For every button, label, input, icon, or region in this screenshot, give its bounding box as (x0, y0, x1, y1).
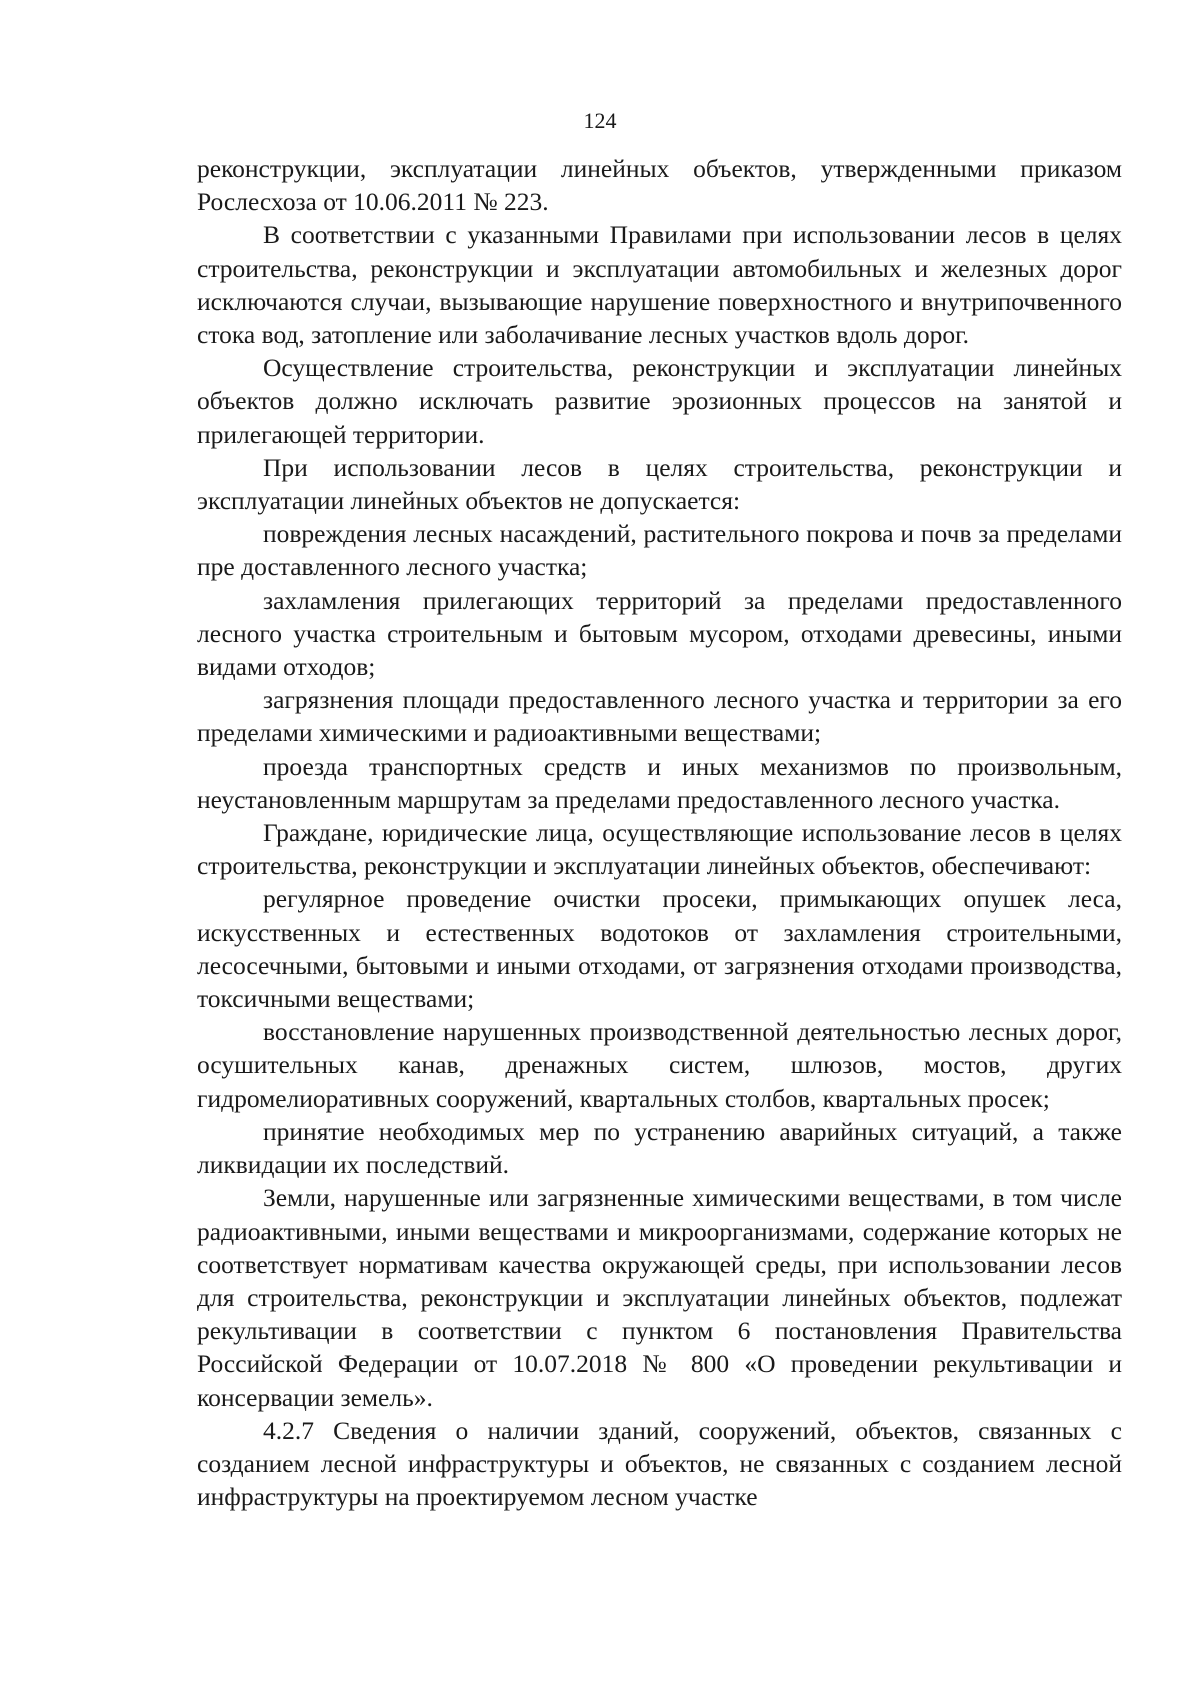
paragraph: проезда транспортных средств и иных механизмов по произвольным, неустановленным маршрутам за пределами предоставленного лесного участка. (197, 751, 1122, 814)
paragraph: повреждения лесных насаждений, растительного покрова и почв за пределами пре доставленного лесного участка; (197, 519, 1122, 582)
paragraph: регулярное проведение очистки просеки, примыкающих опушек леса, искусственных и естественных водотоков от захламления строительными, лесосечными, бытовыми и иными отходами, от загрязнения отходами производства, токсичными веществами; (197, 884, 1122, 1014)
paragraph: В соответствии с указанными Правилами при использовании лесов в целях строительства, реконструкции и эксплуатации автомобильных и железных дорог исключаются случаи, вызывающие нарушение поверхностного и внутрипочвенного стока вод, затопление или заболачивание лесных участков вдоль дорог. (197, 220, 1122, 350)
paragraph: восстановление нарушенных производственной деятельностью лесных дорог, осушительных канав, дренажных систем, шлюзов, мостов, других гидромелиоративных сооружений, квартальных столбов, квартальных просек; (197, 1017, 1122, 1113)
paragraph: При использовании лесов в целях строительства, реконструкции и эксплуатации линейных объектов не допускается: (197, 452, 1122, 516)
paragraph: загрязнения площади предоставленного лесного участка и территории за его пределами химическими и радиоактивными веществами; (197, 685, 1122, 748)
page-number: 124 (583, 108, 617, 133)
paragraph: Земли, нарушенные или загрязненные химическими веществами, в том числе радиоактивными, иными веществами и микроорганизмами, содержание которых не соответствует нормативам качества окружающей среды, при использовании лесов для строительства, реконструкции и эксплуатации линейных объектов, подлежат рекультивации в соответствии с пунктом 6 постановления Правительства Российской Федерации от 10.07.2018 № 800 «О проведении рекультивации и консервации земель». (197, 1183, 1122, 1412)
paragraph: Осуществление строительства, реконструкции и эксплуатации линейных объектов должно исключать развитие эрозионных процессов на занятой и прилегающей территории. (197, 353, 1122, 449)
body-text (197, 152, 1122, 1513)
paragraph: 4.2.7 Сведения о наличии зданий, сооружений, объектов, связанных с созданием лесной инфраструктуры и объектов, не связанных с созданием лесной инфраструктуры на проектируемом лесном участке (197, 1415, 1122, 1512)
paragraph: захламления прилегающих территорий за пределами предоставленного лесного участка строительным и бытовым мусором, отходами древесины, иными видами отходов; (197, 585, 1122, 682)
paragraph: Граждане, юридические лица, осуществляющие использование лесов в целях строительства, реконструкции и эксплуатации линейных объектов, обеспечивают: (197, 818, 1122, 881)
paragraph: реконструкции, эксплуатации линейных объектов, утвержденными приказом Рослесхоза от 10.06.2011 № 223. (197, 154, 1122, 217)
paragraph: принятие необходимых мер по устранению аварийных ситуаций, а также ликвидации их последствий. (197, 1116, 1122, 1180)
